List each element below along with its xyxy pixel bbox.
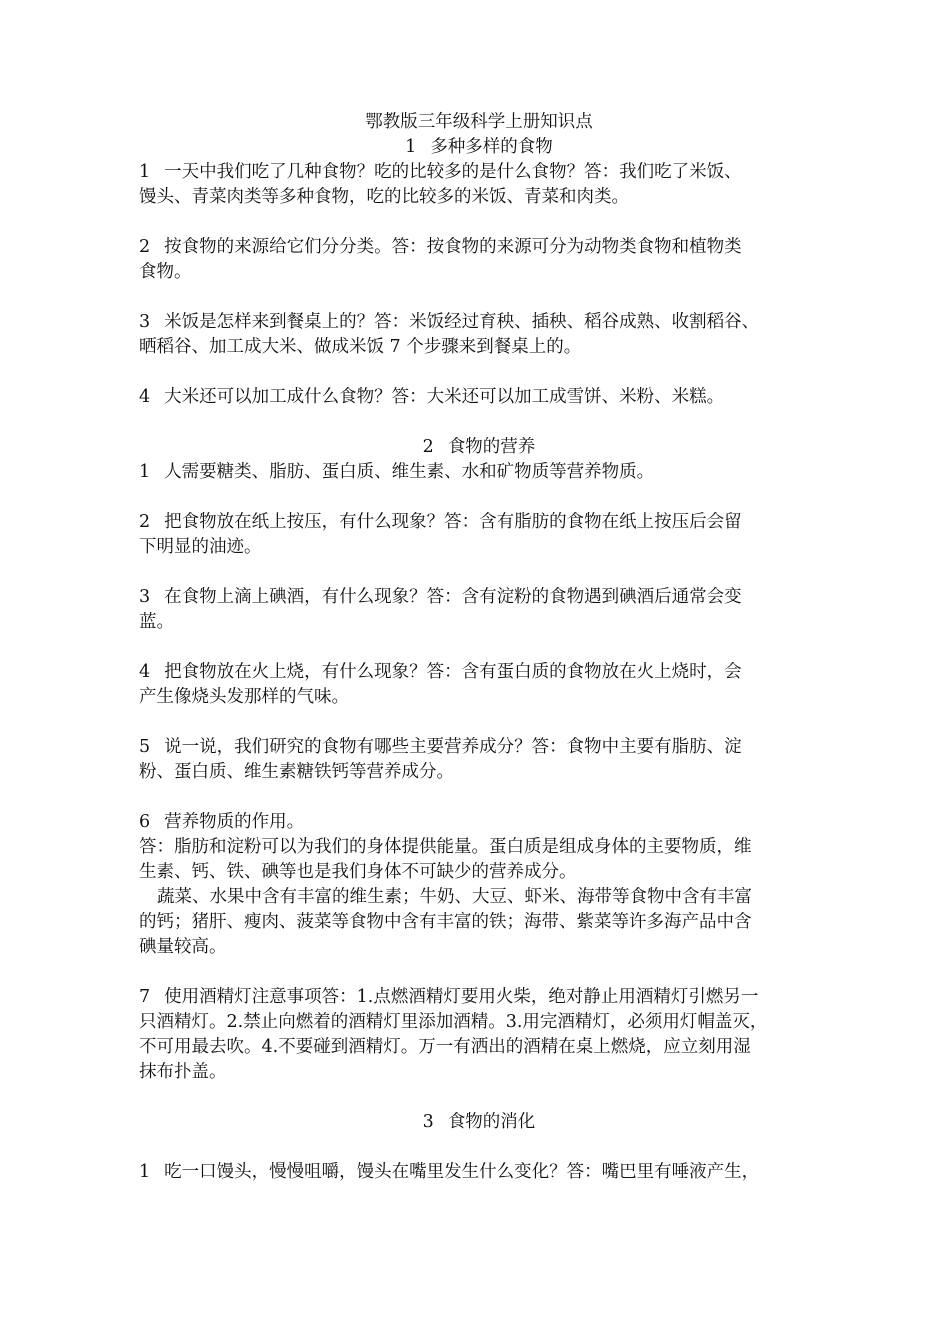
item-number: 4 <box>139 662 151 682</box>
item-text: 使用酒精灯注意事项答：1.点燃酒精灯要用火柴，绝对静止用酒精灯引燃另一 <box>164 987 759 1007</box>
item-text: 把食物放在纸上按压，有什么现象？答：含有脂肪的食物在纸上按压后会留 <box>164 512 742 532</box>
item-text-continued: 答：脂肪和淀粉可以为我们的身体提供能量。蛋白质是组成身体的主要物质，维 <box>139 837 752 857</box>
item-text: 大米还可以加工成什么食物？答：大米还可以加工成雪饼、米粉、米糕。 <box>164 387 725 407</box>
item-text: 营养物质的作用。 <box>164 812 305 832</box>
item-text: 米饭是怎样来到餐桌上的？答：米饭经过育秧、插秧、稻谷成熟、收割稻谷、 <box>164 312 760 332</box>
document-title: 鄂教版三年级科学上册知识点 <box>365 112 593 132</box>
document-page <box>139 110 819 1185</box>
item-text-continued: 只酒精灯。2.禁止向燃着的酒精灯里添加酒精。3.用完酒精灯，必须用灯帽盖灭， <box>139 1012 768 1032</box>
item-text-continued: 抹布扑盖。 <box>139 1062 227 1082</box>
item-text-continued <box>139 885 819 910</box>
item-text-continued: 不可用最去吹。4.不要碰到酒精灯。万一有洒出的酒精在桌上燃烧，应立刻用湿 <box>139 1037 751 1057</box>
item-text: 一天中我们吃了几种食物？吃的比较多的是什么食物？答：我们吃了米饭、 <box>164 162 742 182</box>
item-text-continued: 蓝。 <box>139 612 174 632</box>
item-number: 1 <box>139 462 151 482</box>
list-item <box>139 235 819 260</box>
list-item <box>139 660 819 685</box>
item-text: 人需要糖类、脂肪、蛋白质、维生素、水和矿物质等营养物质。 <box>164 462 655 482</box>
section-heading-2 <box>139 435 819 460</box>
list-item <box>139 985 819 1010</box>
section-number: 2 <box>422 437 434 457</box>
item-text-continued: 碘量较高。 <box>139 937 227 957</box>
list-item <box>139 735 819 760</box>
item-text: 在食物上滴上碘酒，有什么现象？答：含有淀粉的食物遇到碘酒后通常会变 <box>164 587 742 607</box>
item-text-continued: 下明显的油迹。 <box>139 537 262 557</box>
item-text-continued: 馒头、青菜肉类等多种食物，吃的比较多的米饭、青菜和肉类。 <box>139 187 629 207</box>
item-number: 5 <box>139 737 151 757</box>
list-item <box>139 1160 819 1185</box>
section-title: 食物的消化 <box>447 1112 536 1132</box>
item-number: 3 <box>139 587 151 607</box>
section-heading-3 <box>139 1110 819 1135</box>
item-number: 1 <box>139 1162 151 1182</box>
item-text-continued: 食物。 <box>139 262 192 282</box>
item-text-continued: 晒稻谷、加工成大米、做成米饭 7 个步骤来到餐桌上的。 <box>139 337 582 357</box>
item-text: 把食物放在火上烧，有什么现象？答：含有蛋白质的食物放在火上烧时，会 <box>164 662 742 682</box>
list-item <box>139 585 819 610</box>
section-heading-1 <box>139 135 819 160</box>
list-item <box>139 510 819 535</box>
item-number: 4 <box>139 387 151 407</box>
list-item <box>139 810 819 835</box>
section-title: 食物的营养 <box>447 437 536 457</box>
item-text-continued: 生素、钙、铁、碘等也是我们身体不可缺少的营养成分。 <box>139 862 577 882</box>
item-text-continued: 产生像烧头发那样的气味。 <box>139 687 349 707</box>
list-item <box>139 460 819 485</box>
list-item <box>139 310 819 335</box>
item-number: 3 <box>139 312 151 332</box>
item-text: 蔬菜、水果中含有丰富的维生素；牛奶、大豆、虾米、海带等食物中含有丰富 <box>157 887 752 907</box>
item-text: 吃一口馒头，慢慢咀嚼，馒头在嘴里发生什么变化？答：嘴巴里有唾液产生， <box>164 1162 760 1182</box>
item-number: 2 <box>139 512 151 532</box>
item-number: 6 <box>139 812 151 832</box>
item-text-continued: 粉、蛋白质、维生素糖铁钙等营养成分。 <box>139 762 454 782</box>
item-text-continued: 的钙；猪肝、瘦肉、菠菜等食物中含有丰富的铁；海带、紫菜等许多海产品中含 <box>139 912 752 932</box>
section-number: 1 <box>405 137 417 157</box>
section-title: 多种多样的食物 <box>430 137 553 157</box>
item-number: 7 <box>139 987 151 1007</box>
item-text: 按食物的来源给它们分分类。答：按食物的来源可分为动物类食物和植物类 <box>164 237 742 257</box>
list-item <box>139 160 819 185</box>
list-item <box>139 385 819 410</box>
item-number: 2 <box>139 237 151 257</box>
section-number: 3 <box>422 1112 434 1132</box>
item-number: 1 <box>139 162 151 182</box>
item-text: 说一说，我们研究的食物有哪些主要营养成分？答：食物中主要有脂肪、淀 <box>164 737 742 757</box>
